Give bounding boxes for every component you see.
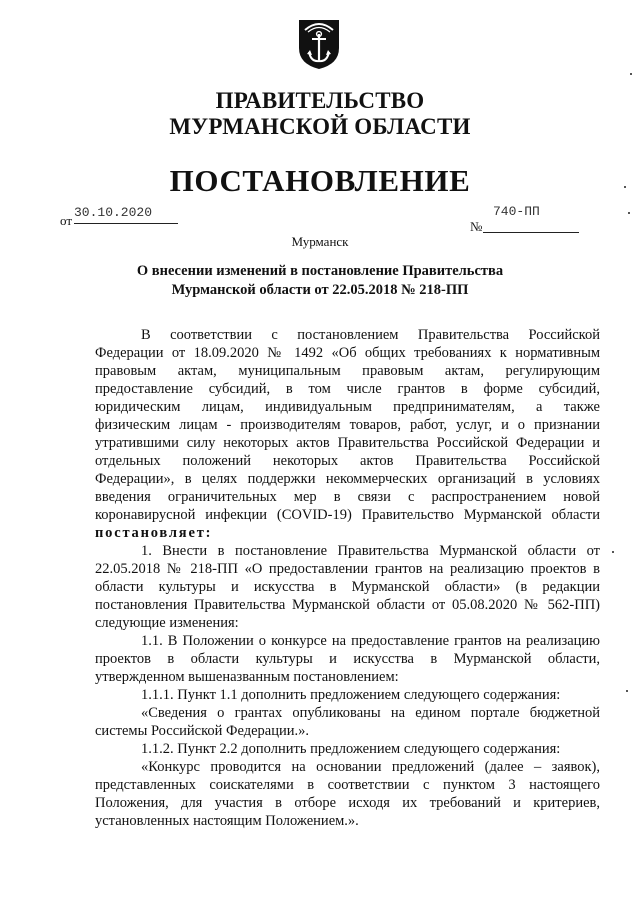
government-name-line1: ПРАВИТЕЛЬСТВО bbox=[215, 88, 425, 113]
body-line: физическим лицам - производителям товаров, работ, услуг, и о признании bbox=[95, 417, 600, 433]
scan-speck bbox=[630, 73, 632, 75]
document-type-heading: ПОСТАНОВЛЕНИЕ bbox=[169, 163, 471, 198]
body-line: коронавирусной инфекции (COVID-19) Правительство Мурманской области bbox=[95, 507, 600, 523]
body-line: юридическим лицам, индивидуальным предпринимателям, а также bbox=[95, 399, 600, 415]
body-line: Положения, для участия в отборе исходя их требований и критериев, bbox=[95, 795, 600, 811]
body-line: правовым актам, муниципальным правовым актам, регулирующим bbox=[95, 363, 600, 379]
title-line2: Мурманской области от 22.05.2018 № 218-ПП bbox=[171, 282, 469, 298]
body-line: установленных настоящим Положением.». bbox=[95, 813, 359, 829]
coat-of-arms-emblem bbox=[297, 14, 341, 70]
number-prefix: № bbox=[470, 219, 483, 234]
body-line: отдельных положений некоторых актов Правительства Российской bbox=[95, 453, 600, 469]
date-field bbox=[74, 205, 178, 224]
body-line: представленных соискателями в соответствии с пунктом 3 настоящего bbox=[95, 777, 600, 793]
scan-speck bbox=[628, 212, 630, 214]
body-line: 1.1. В Положении о конкурсе на предоставление грантов на реализацию bbox=[141, 633, 600, 649]
body-line: 1.1.1. Пункт 1.1 дополнить предложением следующего содержания: bbox=[141, 687, 561, 703]
body-line: утратившими силу некоторых актов Правительства Российской Федерации и bbox=[95, 435, 600, 451]
body-line: 22.05.2018 № 218-ПП «О предоставлении грантов на реализацию проектов в bbox=[95, 561, 600, 577]
body-line: проектов в области культуры и искусства в Мурманской области, bbox=[95, 651, 600, 667]
number-field bbox=[483, 204, 579, 233]
body-line: Федерации», в целях поддержки некоммерческих организаций в условиях bbox=[95, 471, 600, 487]
body-line: 1.1.2. Пункт 2.2 дополнить предложением следующего содержания: bbox=[141, 741, 561, 757]
body-line: 1. Внести в постановление Правительства Мурманской области от bbox=[141, 543, 600, 559]
date-prefix: от bbox=[60, 213, 73, 228]
body-line: введения ограничительных мер в связи с распространением новой bbox=[95, 489, 600, 505]
body-line-postanovlyaet: постановляет: bbox=[95, 525, 213, 541]
body-line: постановления Правительства Мурманской области от 05.08.2020 № 562-ПП) bbox=[95, 597, 600, 613]
body-line: предоставление субсидий, в том числе грантов в форме субсидий, bbox=[95, 381, 600, 397]
body-line: «Конкурс проводится на основании предложений (далее – заявок), bbox=[141, 759, 600, 775]
body-line: области культуры и искусства в Мурманской области» (в редакции bbox=[95, 579, 600, 595]
body-line: «Сведения о грантах опубликованы на едином портале бюджетной bbox=[141, 705, 600, 721]
scan-speck bbox=[612, 551, 614, 553]
body-line: системы Российской Федерации.». bbox=[95, 723, 310, 739]
document-date: 30.10.2020 bbox=[74, 205, 153, 220]
body-line: утвержденном вышеназванным постановлением: bbox=[95, 669, 399, 685]
title-line1: О внесении изменений в постановление Правительства bbox=[136, 263, 504, 279]
body-line: В соответствии с постановлением Правительства Российской bbox=[141, 327, 600, 343]
city-name: Мурманск bbox=[291, 234, 349, 249]
body-line: следующие изменения: bbox=[95, 615, 239, 631]
government-name-line2: МУРМАНСКОЙ ОБЛАСТИ bbox=[169, 114, 471, 139]
scan-speck bbox=[624, 186, 626, 188]
document-number: 740-ПП bbox=[493, 204, 540, 219]
body-line: Федерации от 18.09.2020 № 1492 «Об общих требованиях к нормативным bbox=[95, 345, 600, 361]
scan-speck bbox=[626, 690, 628, 692]
